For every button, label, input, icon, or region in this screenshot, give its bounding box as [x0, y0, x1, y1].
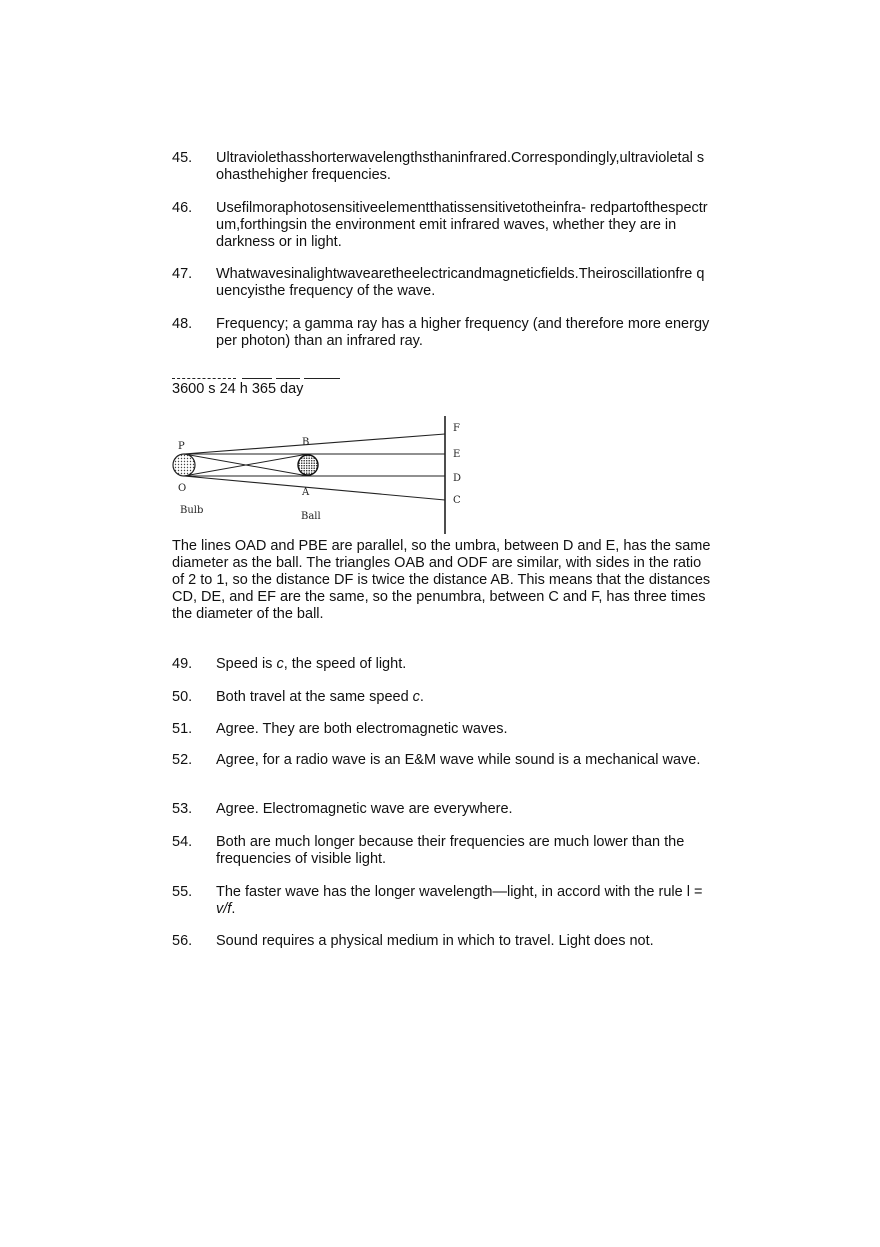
- answer-number: 49.: [172, 656, 193, 672]
- answer-number: 50.: [172, 689, 193, 705]
- answer-text-italic: c: [412, 689, 420, 705]
- label-E: E: [453, 449, 461, 460]
- label-C: C: [453, 495, 461, 506]
- answer-text: Agree, for a radio wave is an E&M wave while sound is a mechanical wave.: [216, 752, 701, 768]
- answer-52: [172, 752, 712, 769]
- answer-50: [172, 689, 712, 706]
- answer-text: [216, 689, 712, 706]
- fraction-rule: [242, 378, 272, 379]
- answer-text: Sound requires a physical medium in which to travel. Light does not.: [216, 933, 654, 949]
- answer-53: [172, 801, 712, 818]
- answer-text-part: .: [419, 689, 424, 705]
- answer-number: 53.: [172, 801, 193, 817]
- bulb-shape: [173, 454, 195, 476]
- answer-number: 51.: [172, 721, 193, 737]
- answer-56: [172, 933, 712, 950]
- answer-number: 46.: [172, 200, 193, 216]
- label-B: B: [302, 437, 310, 448]
- label-ball: Ball: [301, 511, 321, 522]
- answer-text: [216, 884, 712, 918]
- answer-48: [172, 316, 712, 350]
- line-to-C: [184, 476, 445, 500]
- answer-51: [172, 721, 712, 738]
- answer-text-italic: v/f: [216, 901, 232, 917]
- answer-number: 47.: [172, 266, 193, 282]
- answer-number: 48.: [172, 316, 193, 332]
- answer-text: [216, 656, 712, 673]
- answer-54: [172, 834, 712, 868]
- answer-text-italic: c: [276, 656, 284, 672]
- answer-text: Ultravioletha​sshorterwavelengthsthaninfrared.Correspondingly,ultravioletal sohasthehigher frequencies.: [216, 150, 705, 183]
- label-P: P: [178, 441, 185, 452]
- answer-text-part: .: [231, 901, 236, 917]
- answer-text-part: Both travel at the same speed: [216, 689, 413, 705]
- answer-number: 45.: [172, 150, 193, 166]
- answer-number: 55.: [172, 884, 193, 900]
- answer-text: Frequency; a gamma ray has a higher frequency (and therefore more energy per photon) than an infrared ray.: [216, 316, 710, 349]
- answer-number: 52.: [172, 752, 193, 768]
- answer-text-part: Usefilmoraphotosensitiveelementthatissensitivetotheinfra- redpartofthespectrum,forthingsin: [216, 200, 708, 233]
- answer-text-part: Speed is: [216, 656, 277, 672]
- answer-46: [172, 200, 712, 251]
- label-O: O: [178, 483, 187, 494]
- fraction-rule: [276, 378, 300, 379]
- answer-text: Agree. Electromagnetic wave are everywhere.: [216, 801, 513, 817]
- answer-text-part: , the speed of light.: [283, 656, 407, 672]
- answer-49: [172, 656, 712, 673]
- answer-text-part: the environment emit infrared waves, whether they are in darkness or in light.: [216, 217, 677, 250]
- umbra-penumbra-diagram: [168, 412, 468, 536]
- ball-shape: [298, 455, 318, 475]
- line-to-F: [184, 434, 445, 454]
- label-bulb: Bulb: [180, 505, 204, 516]
- answer-text-part: The faster wave has the longer wavelength—light, in accord with the rule l =: [216, 884, 703, 900]
- fraction-rule: [304, 378, 340, 379]
- answer-number: 56.: [172, 933, 193, 949]
- unit-conversion-line: 3600 s 24 h 365 day: [172, 381, 304, 397]
- answer-45: [172, 150, 712, 184]
- label-F: F: [453, 423, 460, 434]
- answer-number: 54.: [172, 834, 193, 850]
- answer-text: [216, 200, 712, 251]
- answer-47: [172, 266, 712, 300]
- answer-text: Whatwavesinalightwavearetheelectricandmagneticfields.Theiroscillationfre quencyisthe frequency of the wave.: [216, 266, 705, 299]
- label-A: A: [302, 487, 310, 498]
- answer-text: Agree. They are both electromagnetic waves.: [216, 721, 508, 737]
- label-D: D: [453, 473, 462, 484]
- answer-55: [172, 884, 712, 918]
- answer-text: Both are much longer because their frequencies are much lower than the frequencies of visible light.: [216, 834, 685, 867]
- explanation-paragraph: The lines OAD and PBE are parallel, so the umbra, between D and E, has the same diameter as the ball. The triangles OAB and ODF are similar, with sides in the ratio of 2 to 1, so the distance DF is twice the distance AB. This means that the distances CD, DE, and EF are the same, so the penumbra, between C and F, has three times the diameter of the ball.: [172, 538, 711, 622]
- fraction-rule: [172, 378, 236, 379]
